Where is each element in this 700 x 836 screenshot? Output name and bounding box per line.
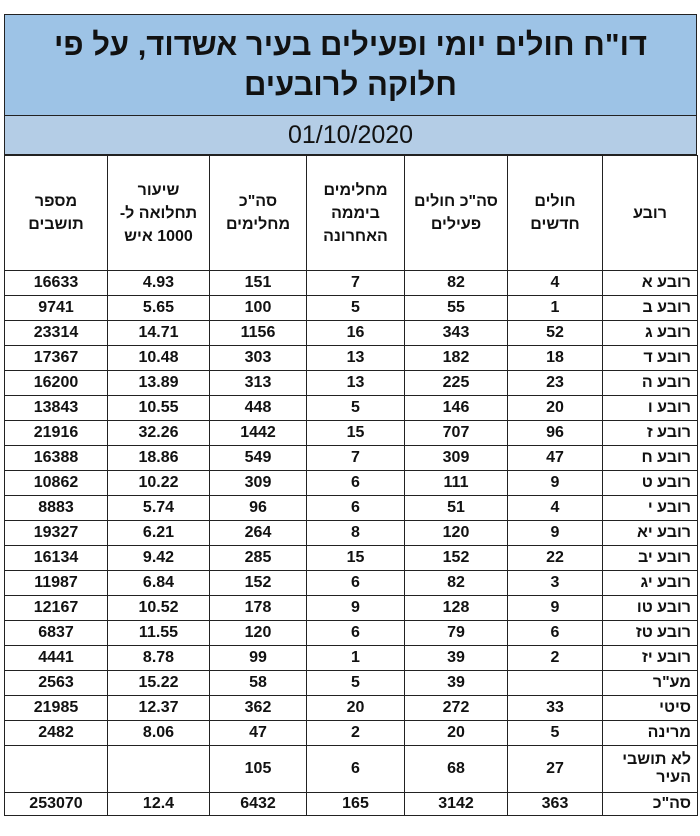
cell-district: סה"כ bbox=[603, 793, 698, 816]
table-row bbox=[5, 646, 698, 671]
cell-new-patients: 18 bbox=[508, 346, 603, 371]
cell-district: רובע י bbox=[603, 496, 698, 521]
cell-recovered-24h: 13 bbox=[307, 371, 405, 396]
cell-new-patients: 96 bbox=[508, 421, 603, 446]
cell-recovered-total: 1442 bbox=[210, 421, 307, 446]
cell-active-total: 82 bbox=[405, 271, 508, 296]
table-row bbox=[5, 521, 698, 546]
cell-new-patients: 52 bbox=[508, 321, 603, 346]
cell-new-patients: 23 bbox=[508, 371, 603, 396]
cell-rate: 11.55 bbox=[108, 621, 210, 646]
cell-new-patients: 3 bbox=[508, 571, 603, 596]
cell-residents: 11987 bbox=[5, 571, 108, 596]
header-recovered-24h: מחלימים ביממה האחרונה bbox=[307, 156, 405, 271]
cell-recovered-total: 105 bbox=[210, 746, 307, 793]
cell-residents: 16134 bbox=[5, 546, 108, 571]
table-row bbox=[5, 746, 698, 793]
cell-district: רובע יג bbox=[603, 571, 698, 596]
cell-rate: 14.71 bbox=[108, 321, 210, 346]
cell-active-total: 79 bbox=[405, 621, 508, 646]
cell-recovered-total: 100 bbox=[210, 296, 307, 321]
cell-rate: 10.22 bbox=[108, 471, 210, 496]
cell-active-total: 128 bbox=[405, 596, 508, 621]
cell-active-total: 3142 bbox=[405, 793, 508, 816]
table-row bbox=[5, 696, 698, 721]
report-sheet bbox=[4, 14, 697, 816]
table-row bbox=[5, 571, 698, 596]
cell-new-patients: 6 bbox=[508, 621, 603, 646]
cell-recovered-24h: 165 bbox=[307, 793, 405, 816]
cell-residents: 10862 bbox=[5, 471, 108, 496]
table-row bbox=[5, 396, 698, 421]
table-total-row bbox=[5, 793, 698, 816]
cell-recovered-24h: 1 bbox=[307, 646, 405, 671]
table-row bbox=[5, 496, 698, 521]
cell-new-patients: 5 bbox=[508, 721, 603, 746]
cell-recovered-24h: 8 bbox=[307, 521, 405, 546]
table-row bbox=[5, 546, 698, 571]
report-date: 01/10/2020 bbox=[4, 116, 697, 155]
cell-active-total: 111 bbox=[405, 471, 508, 496]
cell-active-total: 343 bbox=[405, 321, 508, 346]
cell-district: רובע טז bbox=[603, 621, 698, 646]
districts-table bbox=[4, 155, 698, 816]
table-row bbox=[5, 621, 698, 646]
cell-recovered-24h: 6 bbox=[307, 621, 405, 646]
cell-active-total: 182 bbox=[405, 346, 508, 371]
cell-residents: 13843 bbox=[5, 396, 108, 421]
cell-new-patients: 9 bbox=[508, 521, 603, 546]
cell-recovered-total: 120 bbox=[210, 621, 307, 646]
cell-rate: 6.84 bbox=[108, 571, 210, 596]
table-body bbox=[5, 271, 698, 816]
cell-residents: 9741 bbox=[5, 296, 108, 321]
cell-recovered-total: 96 bbox=[210, 496, 307, 521]
cell-district: רובע יב bbox=[603, 546, 698, 571]
cell-rate: 5.65 bbox=[108, 296, 210, 321]
header-active-total: סה"כ חולים פעילים bbox=[405, 156, 508, 271]
cell-active-total: 51 bbox=[405, 496, 508, 521]
table-row bbox=[5, 271, 698, 296]
cell-recovered-24h: 15 bbox=[307, 421, 405, 446]
header-district: רובע bbox=[603, 156, 698, 271]
cell-recovered-24h: 6 bbox=[307, 471, 405, 496]
table-row bbox=[5, 321, 698, 346]
cell-recovered-24h: 16 bbox=[307, 321, 405, 346]
cell-residents: 21985 bbox=[5, 696, 108, 721]
cell-recovered-24h: 9 bbox=[307, 596, 405, 621]
table-row bbox=[5, 421, 698, 446]
cell-district: רובע א bbox=[603, 271, 698, 296]
cell-district: מרינה bbox=[603, 721, 698, 746]
cell-new-patients: 1 bbox=[508, 296, 603, 321]
cell-residents: 16388 bbox=[5, 446, 108, 471]
cell-active-total: 120 bbox=[405, 521, 508, 546]
cell-recovered-24h: 5 bbox=[307, 671, 405, 696]
cell-district: רובע ז bbox=[603, 421, 698, 446]
cell-active-total: 82 bbox=[405, 571, 508, 596]
cell-recovered-24h: 5 bbox=[307, 396, 405, 421]
cell-recovered-24h: 6 bbox=[307, 571, 405, 596]
cell-district: רובע ה bbox=[603, 371, 698, 396]
header-rate: שיעור תחלואה ל- 1000 איש bbox=[108, 156, 210, 271]
cell-active-total: 309 bbox=[405, 446, 508, 471]
table-row bbox=[5, 446, 698, 471]
cell-rate: 6.21 bbox=[108, 521, 210, 546]
cell-district: רובע יז bbox=[603, 646, 698, 671]
cell-recovered-total: 151 bbox=[210, 271, 307, 296]
cell-new-patients bbox=[508, 671, 603, 696]
cell-active-total: 707 bbox=[405, 421, 508, 446]
cell-recovered-total: 313 bbox=[210, 371, 307, 396]
cell-recovered-total: 6432 bbox=[210, 793, 307, 816]
cell-recovered-total: 58 bbox=[210, 671, 307, 696]
cell-new-patients: 9 bbox=[508, 596, 603, 621]
report-title-line2: חלוקה לרובעים bbox=[243, 67, 457, 102]
table-row bbox=[5, 371, 698, 396]
cell-rate: 9.42 bbox=[108, 546, 210, 571]
cell-rate: 10.48 bbox=[108, 346, 210, 371]
cell-rate: 12.4 bbox=[108, 793, 210, 816]
cell-active-total: 55 bbox=[405, 296, 508, 321]
cell-recovered-total: 264 bbox=[210, 521, 307, 546]
cell-residents bbox=[5, 746, 108, 793]
cell-recovered-total: 47 bbox=[210, 721, 307, 746]
cell-residents: 17367 bbox=[5, 346, 108, 371]
cell-recovered-24h: 13 bbox=[307, 346, 405, 371]
cell-new-patients: 33 bbox=[508, 696, 603, 721]
cell-rate bbox=[108, 746, 210, 793]
cell-residents: 23314 bbox=[5, 321, 108, 346]
cell-district: רובע ח bbox=[603, 446, 698, 471]
cell-active-total: 20 bbox=[405, 721, 508, 746]
cell-active-total: 68 bbox=[405, 746, 508, 793]
cell-residents: 19327 bbox=[5, 521, 108, 546]
cell-residents: 16200 bbox=[5, 371, 108, 396]
cell-active-total: 146 bbox=[405, 396, 508, 421]
header-residents: מספר תושבים bbox=[5, 156, 108, 271]
cell-rate: 8.06 bbox=[108, 721, 210, 746]
cell-recovered-24h: 7 bbox=[307, 446, 405, 471]
cell-rate: 5.74 bbox=[108, 496, 210, 521]
cell-recovered-total: 362 bbox=[210, 696, 307, 721]
cell-new-patients: 2 bbox=[508, 646, 603, 671]
cell-district: רובע ד bbox=[603, 346, 698, 371]
cell-new-patients: 20 bbox=[508, 396, 603, 421]
cell-new-patients: 363 bbox=[508, 793, 603, 816]
cell-residents: 16633 bbox=[5, 271, 108, 296]
cell-district: רובע טו bbox=[603, 596, 698, 621]
cell-district: סיטי bbox=[603, 696, 698, 721]
cell-recovered-total: 152 bbox=[210, 571, 307, 596]
cell-active-total: 39 bbox=[405, 646, 508, 671]
cell-residents: 2482 bbox=[5, 721, 108, 746]
cell-active-total: 225 bbox=[405, 371, 508, 396]
header-recovered-total: סה"כ מחלימים bbox=[210, 156, 307, 271]
cell-recovered-24h: 7 bbox=[307, 271, 405, 296]
cell-rate: 8.78 bbox=[108, 646, 210, 671]
cell-rate: 32.26 bbox=[108, 421, 210, 446]
cell-active-total: 39 bbox=[405, 671, 508, 696]
cell-active-total: 152 bbox=[405, 546, 508, 571]
cell-rate: 13.89 bbox=[108, 371, 210, 396]
cell-recovered-total: 549 bbox=[210, 446, 307, 471]
cell-rate: 15.22 bbox=[108, 671, 210, 696]
cell-district: לא תושבי העיר bbox=[603, 746, 698, 793]
cell-recovered-24h: 6 bbox=[307, 746, 405, 793]
cell-district: רובע ג bbox=[603, 321, 698, 346]
cell-recovered-total: 285 bbox=[210, 546, 307, 571]
cell-new-patients: 27 bbox=[508, 746, 603, 793]
cell-new-patients: 4 bbox=[508, 271, 603, 296]
cell-district: רובע ט bbox=[603, 471, 698, 496]
cell-active-total: 272 bbox=[405, 696, 508, 721]
cell-district: רובע ו bbox=[603, 396, 698, 421]
table-row bbox=[5, 346, 698, 371]
cell-recovered-total: 99 bbox=[210, 646, 307, 671]
cell-residents: 6837 bbox=[5, 621, 108, 646]
table-row bbox=[5, 596, 698, 621]
cell-residents: 8883 bbox=[5, 496, 108, 521]
cell-new-patients: 22 bbox=[508, 546, 603, 571]
cell-district: רובע יא bbox=[603, 521, 698, 546]
cell-recovered-total: 1156 bbox=[210, 321, 307, 346]
cell-recovered-24h: 15 bbox=[307, 546, 405, 571]
cell-recovered-24h: 20 bbox=[307, 696, 405, 721]
table-row bbox=[5, 296, 698, 321]
cell-residents: 12167 bbox=[5, 596, 108, 621]
cell-residents: 21916 bbox=[5, 421, 108, 446]
cell-recovered-24h: 5 bbox=[307, 296, 405, 321]
cell-district: רובע ב bbox=[603, 296, 698, 321]
cell-new-patients: 4 bbox=[508, 496, 603, 521]
cell-residents: 4441 bbox=[5, 646, 108, 671]
report-title-line1: דו"ח חולים יומי ופעילים בעיר אשדוד, על פי bbox=[54, 27, 647, 62]
cell-residents: 253070 bbox=[5, 793, 108, 816]
report-title bbox=[4, 14, 697, 116]
table-row bbox=[5, 721, 698, 746]
cell-recovered-total: 178 bbox=[210, 596, 307, 621]
cell-rate: 12.37 bbox=[108, 696, 210, 721]
cell-recovered-total: 303 bbox=[210, 346, 307, 371]
header-new-patients: חולים חדשים bbox=[508, 156, 603, 271]
cell-rate: 18.86 bbox=[108, 446, 210, 471]
table-header-row bbox=[5, 156, 698, 271]
cell-new-patients: 47 bbox=[508, 446, 603, 471]
cell-recovered-24h: 6 bbox=[307, 496, 405, 521]
cell-residents: 2563 bbox=[5, 671, 108, 696]
cell-new-patients: 9 bbox=[508, 471, 603, 496]
cell-recovered-24h: 2 bbox=[307, 721, 405, 746]
table-row bbox=[5, 671, 698, 696]
table-row bbox=[5, 471, 698, 496]
cell-district: מע"ר bbox=[603, 671, 698, 696]
cell-rate: 10.55 bbox=[108, 396, 210, 421]
cell-recovered-total: 448 bbox=[210, 396, 307, 421]
cell-recovered-total: 309 bbox=[210, 471, 307, 496]
cell-rate: 10.52 bbox=[108, 596, 210, 621]
cell-rate: 4.93 bbox=[108, 271, 210, 296]
